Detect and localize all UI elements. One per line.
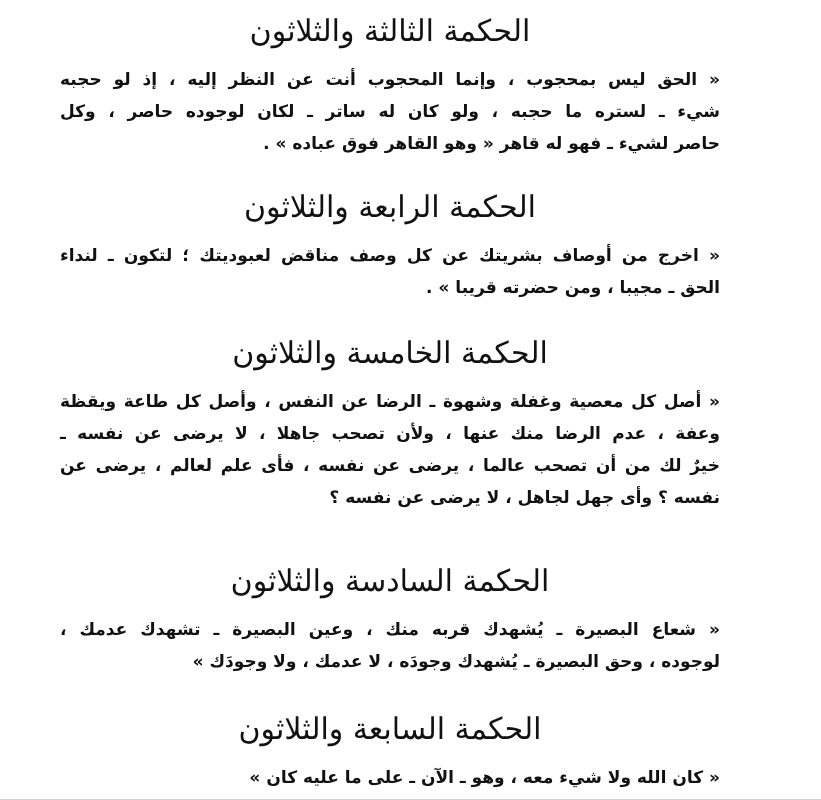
section-body (60, 386, 720, 514)
text-line: خيرٌ لك من أن تصحب عالما ، يرضى عن نفسه ، فأى علم لعالم ، يرضى عن (60, 456, 720, 476)
text-line: « شعاع البصيرة ـ يُشهدك قربه منك ، وعين البصيرة ـ تشهدك عدمك ، (60, 620, 720, 640)
text-line: شيء ـ لستره ما حجبه ، ولو كان له ساتر ـ لكان لوجوده حاصر ، وكل (60, 102, 720, 122)
section-body (60, 762, 720, 794)
section-body (60, 614, 720, 678)
section-body (60, 64, 720, 160)
maxim-36 (60, 562, 720, 678)
section-heading: الحكمة السابعة والثلاثون (238, 712, 542, 747)
section-heading: الحكمة الثالثة والثلاثون (249, 14, 531, 49)
maxim-33 (60, 12, 720, 160)
section-body (60, 240, 720, 304)
text-line: وعفة ، عدم الرضا منك عنها ، ولأن تصحب جاهلا ، لا يرضى عن نفسه ـ (60, 424, 720, 444)
text-line: « اخرج من أوصاف بشريتك عن كل وصف مناقض لعبوديتك ؛ لتكون ـ لنداء (60, 246, 720, 266)
text-line: لوجوده ، وحق البصيرة ـ يُشهدك وجودَه ، لا عدمك ، ولا وجودَك » (192, 652, 720, 672)
text-line: الحق ـ مجيبا ، ومن حضرته قريبا » . (426, 278, 720, 298)
section-heading: الحكمة الخامسة والثلاثون (232, 336, 548, 371)
section-heading: الحكمة الرابعة والثلاثون (244, 190, 536, 225)
text-line: نفسه ؟ وأى جهل لجاهل ، لا يرضى عن نفسه ؟ (329, 488, 720, 508)
maxim-34 (60, 188, 720, 304)
maxim-35 (60, 334, 720, 514)
section-heading: الحكمة السادسة والثلاثون (230, 564, 550, 599)
maxim-37 (60, 710, 720, 794)
text-line: حاصر لشيء ـ فهو له قاهر « وهو القاهر فوق عباده » . (263, 134, 720, 154)
text-line: « أصل كل معصية وغفلة وشهوة ـ الرضا عن النفس ، وأصل كل طاعة ويقظة (60, 392, 720, 412)
text-line: « كان الله ولا شيء معه ، وهو ـ الآن ـ على ما عليه كان » (249, 768, 720, 788)
text-line: « الحق ليس بمحجوب ، وإنما المحجوب أنت عن النظر إليه ، إذ لو حجبه (60, 70, 720, 90)
